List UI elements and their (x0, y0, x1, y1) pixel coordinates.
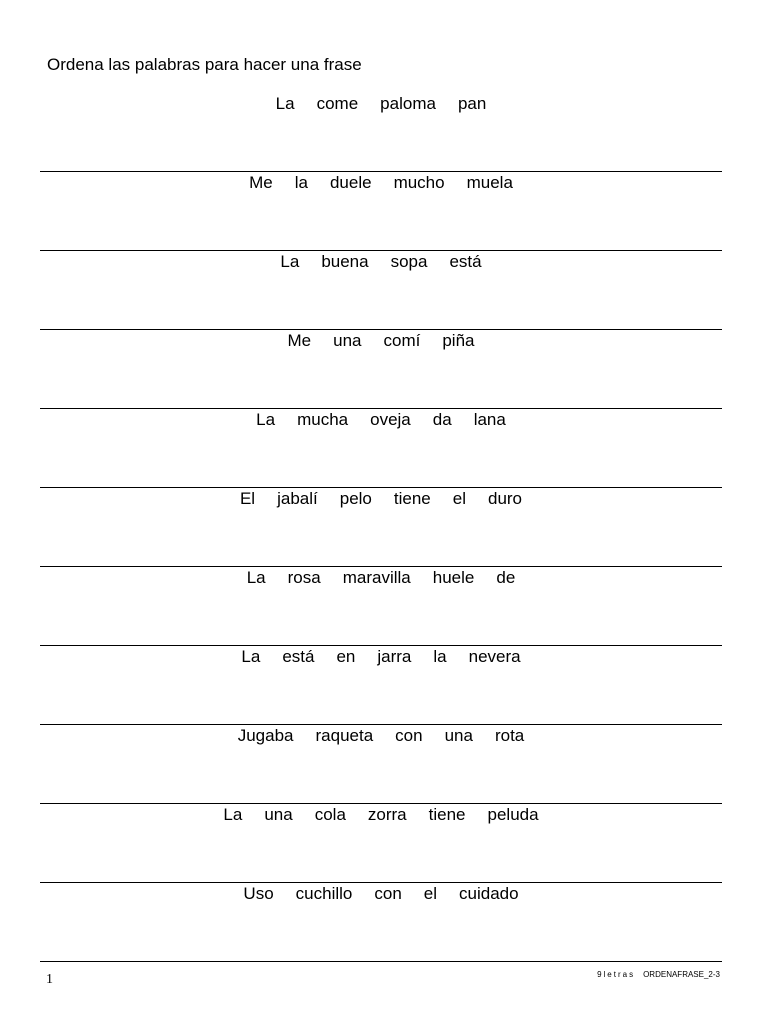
word: está (449, 252, 482, 271)
word: mucha (297, 410, 349, 429)
scrambled-words (40, 488, 722, 510)
word: comí (383, 331, 421, 350)
exercise-row (40, 725, 722, 804)
scrambled-words (40, 93, 722, 115)
word: una (444, 726, 473, 745)
word: La (280, 252, 300, 271)
word: el (452, 489, 466, 508)
word: tiene (393, 489, 431, 508)
word: maravilla (342, 568, 411, 587)
word: Me (249, 173, 273, 192)
word: El (239, 489, 256, 508)
word: cuchillo (295, 884, 353, 903)
instruction-heading: Ordena las palabras para hacer una frase (47, 55, 362, 74)
word: huele (432, 568, 475, 587)
word: una (264, 805, 293, 824)
word: come (316, 94, 359, 113)
word: da (432, 410, 452, 429)
scrambled-words (40, 725, 722, 747)
word: cuidado (459, 884, 519, 903)
word: está (282, 647, 315, 666)
word: rosa (287, 568, 321, 587)
word: La (241, 647, 261, 666)
word: jabalí (277, 489, 318, 508)
scrambled-words (40, 646, 722, 668)
word: cola (314, 805, 346, 824)
word: piña (442, 331, 475, 350)
exercise-row (40, 172, 722, 251)
exercise-row (40, 409, 722, 488)
word: la (294, 173, 308, 192)
exercise-row (40, 251, 722, 330)
word: Me (287, 331, 312, 350)
word: La (246, 568, 266, 587)
word: con (374, 884, 402, 903)
scrambled-words (40, 409, 722, 431)
word: rota (494, 726, 525, 745)
word: Jugaba (237, 726, 294, 745)
word: La (275, 94, 295, 113)
word: una (333, 331, 362, 350)
word: raqueta (315, 726, 374, 745)
word: con (395, 726, 423, 745)
scrambled-words (40, 330, 722, 352)
word: tiene (428, 805, 466, 824)
exercise-row (40, 567, 722, 646)
word: paloma (380, 94, 436, 113)
scrambled-words (40, 883, 722, 905)
word: duele (329, 173, 372, 192)
word: duro (487, 489, 523, 508)
word: Uso (243, 884, 274, 903)
scrambled-words (40, 567, 722, 589)
word: la (433, 647, 447, 666)
word: muela (466, 173, 513, 192)
page-number: 1 (46, 972, 53, 987)
exercise-row (40, 330, 722, 409)
word: en (336, 647, 356, 666)
scrambled-words (40, 172, 722, 194)
scrambled-words (40, 804, 722, 826)
exercise-row (40, 93, 722, 172)
word: de (496, 568, 516, 587)
word: oveja (370, 410, 411, 429)
word: sopa (390, 252, 428, 271)
word: el (423, 884, 438, 903)
exercise-row (40, 646, 722, 725)
answer-line (40, 961, 722, 962)
worksheet-code: ORDENAFRASE_2-3 (643, 970, 720, 979)
word: lana (473, 410, 506, 429)
word: mucho (393, 173, 445, 192)
word: nevera (468, 647, 521, 666)
word: zorra (367, 805, 407, 824)
exercise-row (40, 488, 722, 567)
exercise-row (40, 804, 722, 883)
scrambled-words (40, 251, 722, 273)
word: peluda (487, 805, 539, 824)
word: pelo (339, 489, 372, 508)
word: pan (457, 94, 487, 113)
word: La (223, 805, 243, 824)
footer-code (597, 969, 720, 981)
footer-brand: 9letras (597, 970, 636, 979)
word: buena (321, 252, 369, 271)
exercise-row (40, 883, 722, 962)
word: jarra (377, 647, 412, 666)
word: La (256, 410, 276, 429)
